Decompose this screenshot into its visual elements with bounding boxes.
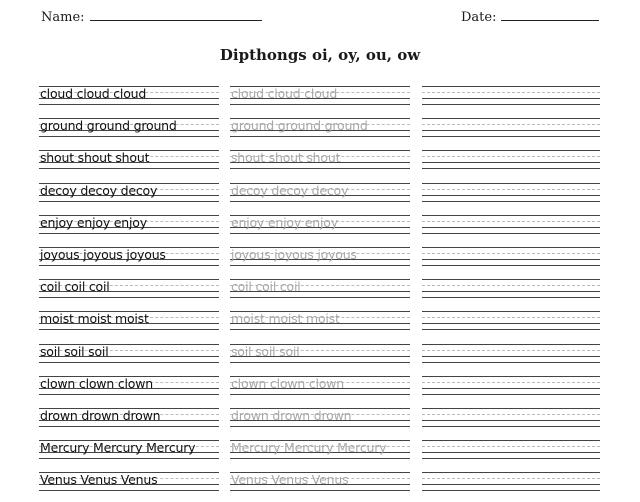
- model-word: Mercury Mercury Mercury: [40, 440, 196, 456]
- date-field: [461, 7, 599, 25]
- practice-row: [0, 277, 640, 309]
- model-word-column: [39, 438, 219, 460]
- trace-word-column[interactable]: [230, 374, 410, 396]
- write-practice-lines[interactable]: [422, 181, 600, 203]
- trace-word: coil coil coil: [231, 279, 301, 295]
- name-blank[interactable]: [90, 7, 262, 21]
- model-word-column: [39, 342, 219, 364]
- write-practice-lines[interactable]: [422, 309, 600, 331]
- trace-word-column[interactable]: [230, 277, 410, 299]
- model-word-column: [39, 374, 219, 396]
- trace-word: drown drown drown: [231, 407, 352, 423]
- model-word: shout shout shout: [40, 150, 150, 166]
- write-practice-lines[interactable]: [422, 84, 600, 106]
- write-practice-lines[interactable]: [422, 374, 600, 396]
- model-word: clown clown clown: [40, 375, 153, 391]
- trace-word: enjoy enjoy enjoy: [231, 214, 338, 230]
- name-field: [41, 7, 262, 25]
- trace-word-column[interactable]: [230, 309, 410, 331]
- write-practice-lines[interactable]: [422, 277, 600, 299]
- date-label: Date:: [461, 10, 497, 25]
- model-word-column: [39, 181, 219, 203]
- trace-word-column[interactable]: [230, 342, 410, 364]
- trace-word-column[interactable]: [230, 213, 410, 235]
- practice-row: [0, 84, 640, 116]
- model-word-column: [39, 277, 219, 299]
- trace-word: Mercury Mercury Mercury: [231, 440, 387, 456]
- worksheet-title: Dipthongs oi, oy, ou, ow: [219, 46, 421, 64]
- practice-row: [0, 309, 640, 341]
- trace-word: ground ground ground: [231, 118, 368, 134]
- model-word: Venus Venus Venus: [40, 472, 158, 488]
- practice-row: [0, 374, 640, 406]
- trace-word: clown clown clown: [231, 375, 344, 391]
- write-practice-lines[interactable]: [422, 342, 600, 364]
- model-word-column: [39, 309, 219, 331]
- handwriting-practice-rows: [0, 84, 640, 502]
- write-practice-lines[interactable]: [422, 148, 600, 170]
- write-practice-lines[interactable]: [422, 245, 600, 267]
- practice-row: [0, 116, 640, 148]
- trace-word-column[interactable]: [230, 181, 410, 203]
- practice-row: [0, 406, 640, 438]
- model-word: coil coil coil: [40, 279, 110, 295]
- trace-word-column[interactable]: [230, 438, 410, 460]
- trace-word-column[interactable]: [230, 148, 410, 170]
- practice-row: [0, 148, 640, 180]
- trace-word-column[interactable]: [230, 470, 410, 492]
- model-word: ground ground ground: [40, 118, 177, 134]
- trace-word: Venus Venus Venus: [231, 472, 349, 488]
- trace-word: shout shout shout: [231, 150, 341, 166]
- write-practice-lines[interactable]: [422, 213, 600, 235]
- trace-word-column[interactable]: [230, 116, 410, 138]
- trace-word-column[interactable]: [230, 84, 410, 106]
- date-blank[interactable]: [501, 7, 599, 21]
- model-word-column: [39, 406, 219, 428]
- trace-word-column[interactable]: [230, 406, 410, 428]
- trace-word: decoy decoy decoy: [231, 182, 349, 198]
- model-word-column: [39, 148, 219, 170]
- model-word-column: [39, 470, 219, 492]
- trace-word: soil soil soil: [231, 343, 300, 359]
- name-label: Name:: [41, 10, 85, 25]
- model-word: cloud cloud cloud: [40, 86, 147, 101]
- write-practice-lines[interactable]: [422, 438, 600, 460]
- model-word: joyous joyous joyous: [40, 246, 166, 262]
- practice-row: [0, 181, 640, 213]
- write-practice-lines[interactable]: [422, 406, 600, 428]
- model-word-column: [39, 213, 219, 235]
- trace-word-column[interactable]: [230, 245, 410, 267]
- practice-row: [0, 245, 640, 277]
- model-word: moist moist moist: [40, 311, 149, 327]
- practice-row: [0, 213, 640, 245]
- model-word-column: [39, 245, 219, 267]
- write-practice-lines[interactable]: [422, 116, 600, 138]
- model-word-column: [39, 84, 219, 106]
- practice-row: [0, 342, 640, 374]
- model-word: soil soil soil: [40, 343, 109, 359]
- model-word: enjoy enjoy enjoy: [40, 214, 147, 230]
- trace-word: cloud cloud cloud: [231, 86, 338, 101]
- model-word: decoy decoy decoy: [40, 182, 158, 198]
- model-word: drown drown drown: [40, 407, 161, 423]
- trace-word: joyous joyous joyous: [231, 246, 357, 262]
- practice-row: [0, 438, 640, 470]
- model-word-column: [39, 116, 219, 138]
- practice-row: [0, 470, 640, 502]
- trace-word: moist moist moist: [231, 311, 340, 327]
- write-practice-lines[interactable]: [422, 470, 600, 492]
